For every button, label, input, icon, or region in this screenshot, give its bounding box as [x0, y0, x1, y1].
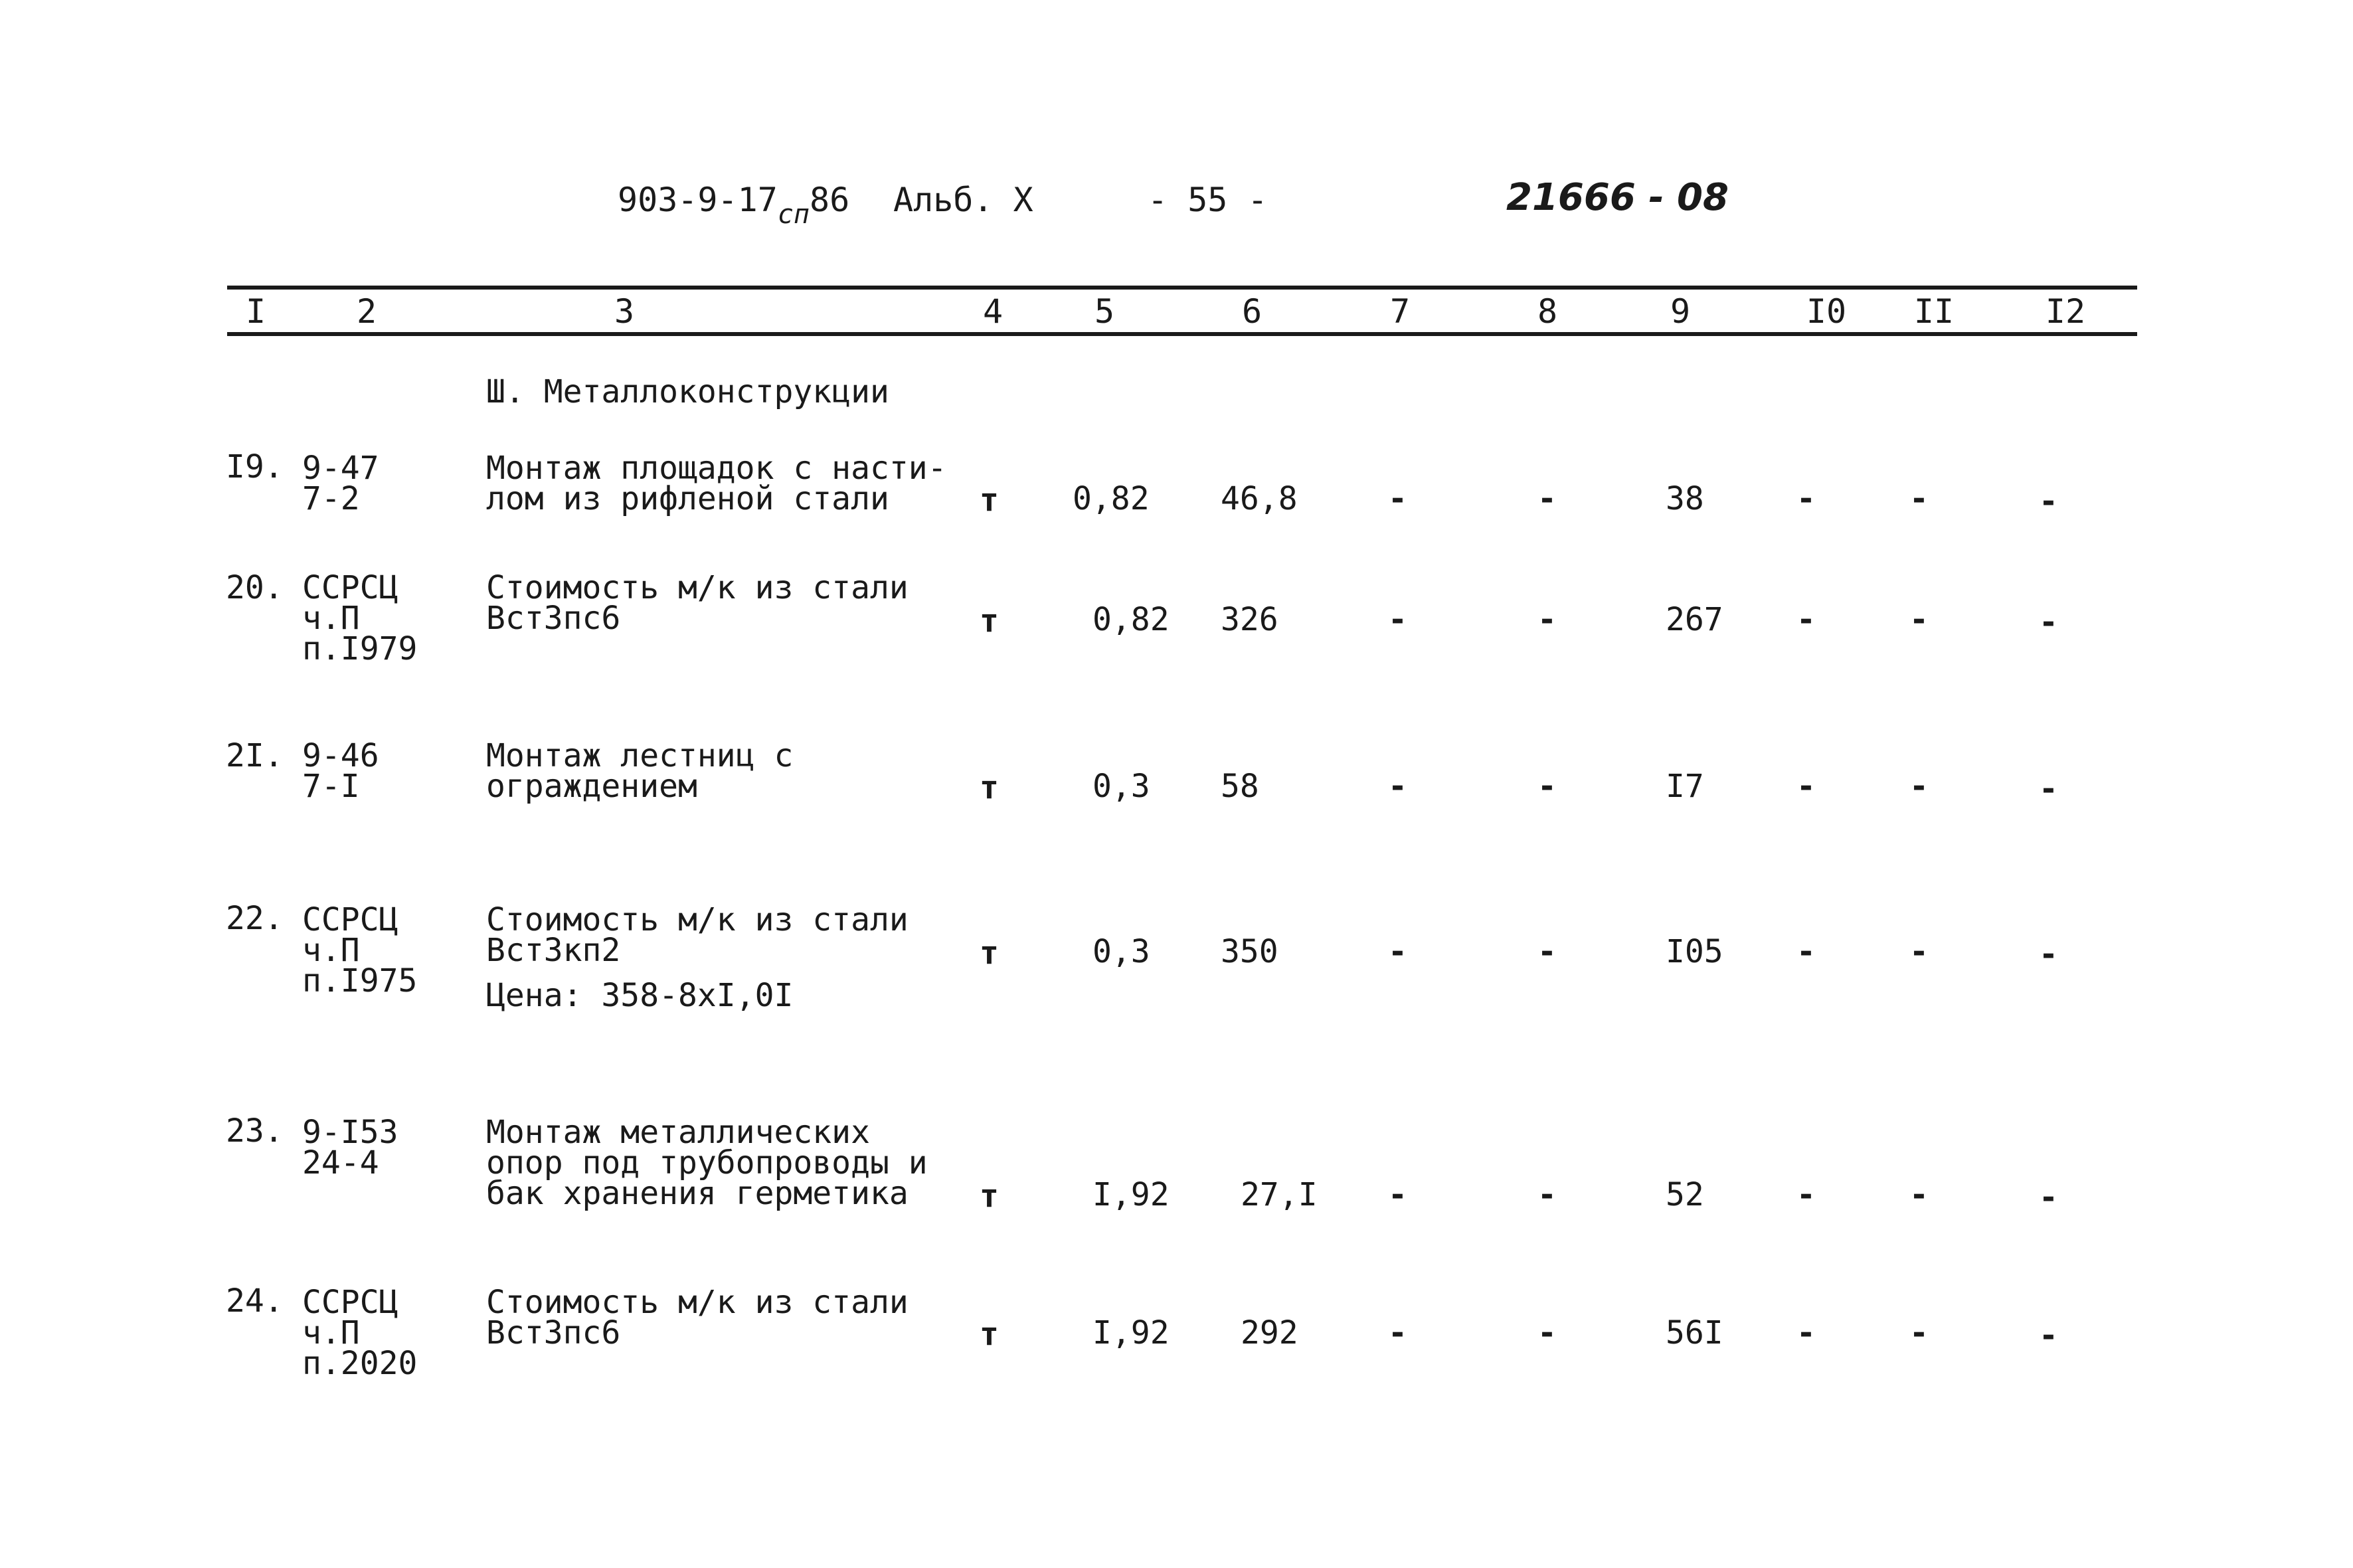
row-col12: - [2039, 483, 2058, 520]
column-header: 3 [614, 292, 635, 331]
row-number: 23. [226, 1112, 284, 1150]
row-col8: - [1537, 933, 1557, 970]
row-col12: - [2039, 1317, 2058, 1354]
column-header: I0 [1806, 292, 1847, 331]
row-code-line: 9-47 [302, 450, 379, 487]
row-code-line: п.I975 [302, 962, 418, 1000]
row-code-line: ч.П [302, 600, 360, 637]
table-header-rule [227, 332, 2137, 336]
document-code [618, 181, 849, 230]
row-col8: - [1537, 768, 1557, 805]
row-col7: - [1388, 480, 1407, 517]
row-unit: т [980, 481, 999, 519]
row-description-line: Стоимость м/к из стали [486, 569, 909, 606]
column-header: I2 [2045, 292, 2086, 331]
row-unit-price: 58 [1221, 768, 1259, 805]
row-code-line: 9-46 [302, 737, 379, 774]
row-code-line: п.I979 [302, 630, 418, 667]
column-header: 8 [1537, 292, 1558, 331]
row-col10: - [1796, 1314, 1816, 1351]
row-col12: - [2039, 1179, 2058, 1216]
row-unit-price: 292 [1241, 1314, 1298, 1351]
column-header: 2 [356, 292, 377, 331]
row-number: 24. [226, 1282, 284, 1320]
row-description-line: ВстЗпс6 [486, 1314, 621, 1351]
row-description-line: бак хранения герметика [486, 1175, 909, 1212]
column-header: 9 [1670, 292, 1691, 331]
row-col10: - [1796, 480, 1816, 517]
row-quantity: I,92 [1092, 1314, 1170, 1351]
row-col8: - [1537, 480, 1557, 517]
row-code-line: ч.П [302, 1314, 360, 1351]
row-code-line: 7-I [302, 768, 360, 805]
row-col8: - [1537, 601, 1557, 638]
row-code-line: 9-I53 [302, 1114, 398, 1151]
row-quantity: 0,3 [1092, 933, 1150, 970]
row-col8: - [1537, 1176, 1557, 1213]
row-description-line: Монтаж металлических [486, 1114, 870, 1151]
column-header: 6 [1241, 292, 1263, 331]
row-col10: - [1796, 933, 1816, 970]
row-total: 267 [1666, 601, 1723, 638]
row-code-line: 24-4 [302, 1144, 379, 1181]
row-col7: - [1388, 768, 1407, 805]
row-code-line: п.2020 [302, 1345, 418, 1382]
row-description-line: Монтаж площадок с насти- [486, 450, 947, 487]
row-total: 52 [1666, 1176, 1704, 1213]
row-col7: - [1388, 1176, 1407, 1213]
row-description-line: ВстЗкп2 [486, 932, 621, 969]
row-number: I9. [226, 448, 284, 485]
row-col11: - [1909, 601, 1929, 638]
row-description-line: ВстЗпс6 [486, 600, 621, 637]
row-col10: - [1796, 1176, 1816, 1213]
row-col12: - [2039, 936, 2058, 973]
row-col7: - [1388, 933, 1407, 970]
column-header: II [1913, 292, 1955, 331]
row-unit-price: 27,I [1241, 1176, 1318, 1213]
row-description-line: Стоимость м/к из стали [486, 1284, 909, 1321]
row-col12: - [2039, 604, 2058, 641]
row-col7: - [1388, 601, 1407, 638]
column-header: I [245, 292, 266, 331]
row-code-line: ч.П [302, 932, 360, 969]
row-code-line: ССРСЦ [302, 569, 398, 606]
row-number: 20. [226, 569, 284, 606]
row-total: 38 [1666, 480, 1704, 517]
row-col10: - [1796, 601, 1816, 638]
row-description-line: Стоимость м/к из стали [486, 901, 909, 938]
row-code-line: 7-2 [302, 480, 360, 517]
row-code-line: ССРСЦ [302, 901, 398, 938]
section-title: Ш. Металлоконструкции [486, 373, 889, 410]
row-number: 2I. [226, 737, 284, 774]
row-col11: - [1909, 1314, 1929, 1351]
row-col7: - [1388, 1314, 1407, 1351]
row-total: I05 [1666, 933, 1723, 970]
row-col11: - [1909, 480, 1929, 517]
inventory-stamp: 21666 - 08 [1506, 176, 1729, 219]
album-label: Альб. X [893, 181, 1033, 219]
row-unit: т [980, 934, 999, 972]
table-top-rule [227, 286, 2137, 290]
row-unit: т [980, 769, 999, 806]
row-number: 22. [226, 900, 284, 937]
column-header: 4 [982, 292, 1003, 331]
row-col10: - [1796, 768, 1816, 805]
row-col11: - [1909, 933, 1929, 970]
row-total: I7 [1666, 768, 1704, 805]
row-code-line: ССРСЦ [302, 1284, 398, 1321]
row-description-line: лом из рифленой стали [486, 480, 889, 517]
row-description-line: опор под трубопроводы и [486, 1144, 928, 1181]
row-quantity: 0,82 [1092, 601, 1170, 638]
document-code-year: 86 [810, 181, 850, 219]
row-quantity: I,92 [1092, 1176, 1170, 1213]
document-code-number: 903-9-17 [618, 181, 778, 219]
row-quantity: 0,3 [1092, 768, 1150, 805]
row-unit: т [980, 1177, 999, 1215]
row-col12: - [2039, 770, 2058, 808]
document-code-sub: сп [777, 199, 810, 230]
row-col8: - [1537, 1314, 1557, 1351]
row-col11: - [1909, 1176, 1929, 1213]
row-unit-price: 350 [1221, 933, 1278, 970]
row-quantity: 0,82 [1073, 480, 1150, 517]
column-header: 7 [1389, 292, 1411, 331]
row-col11: - [1909, 768, 1929, 805]
row-unit: т [980, 1316, 999, 1353]
row-unit-price: 46,8 [1221, 480, 1298, 517]
page-number: - 55 - [1148, 181, 1268, 219]
row-total: 56I [1666, 1314, 1723, 1351]
row-description-line: Монтаж лестниц с [486, 737, 794, 774]
row-price-note: Цена: 358-8хI,0I [486, 977, 794, 1014]
row-unit-price: 326 [1221, 601, 1278, 638]
row-description-line: ограждением [486, 768, 697, 805]
row-unit: т [980, 602, 999, 640]
column-header: 5 [1094, 292, 1115, 331]
